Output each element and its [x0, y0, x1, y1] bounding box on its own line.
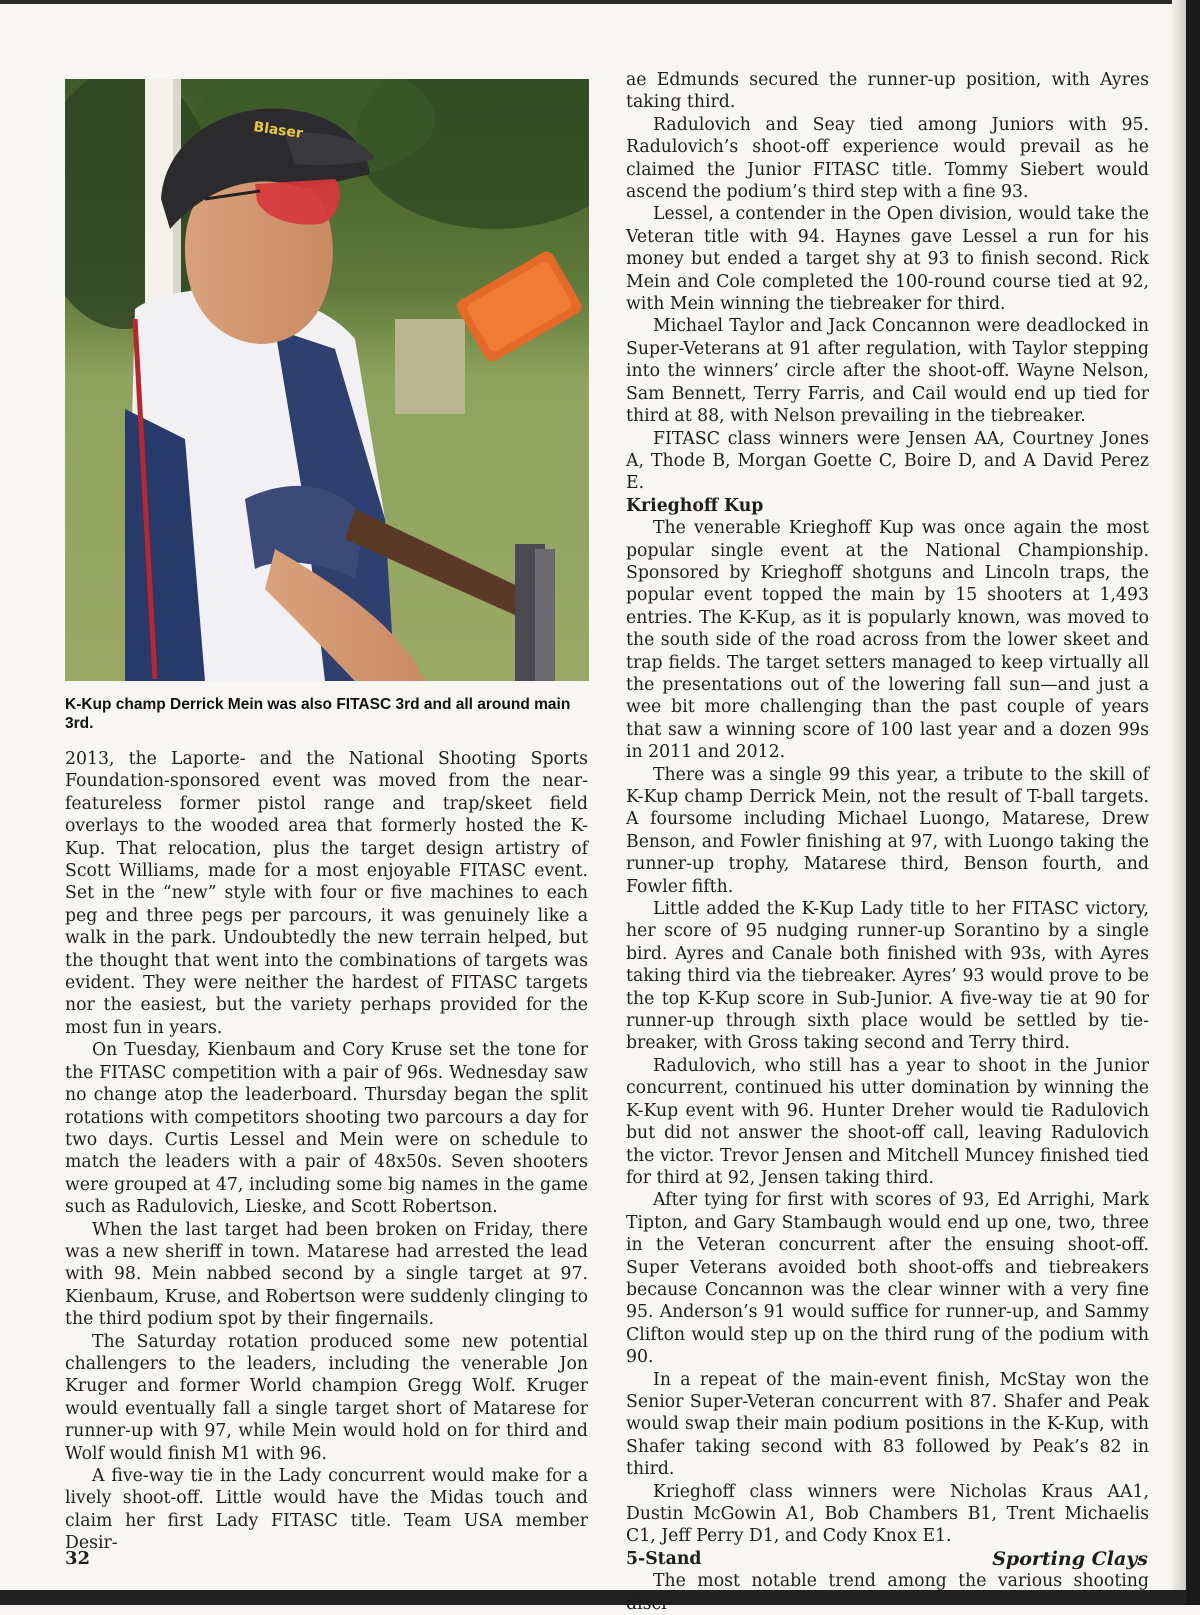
- body-paragraph: Radulovich, who still has a year to shoot in the Junior concurrent, continued his utter domination by winning the K-Kup event with 96. Hunter Dreher would tie Radulovich but did not answer the shoot-off call, leaving Radulovich the victor. Trevor Jensen and Mitchell Muncey finished tied for third at 92, Jensen taking third.: [626, 1055, 1149, 1188]
- body-paragraph: When the last target had been broken on Friday, there was a new sheriff in town. Matarese had arrested the lead with 98. Mein nabbed second by a single target at 97. Kienbaum, Kruse, and Robertson were suddenly clinging to the third podium spot by their fingernails.: [65, 1219, 588, 1330]
- cap-logo-text: Blaser: [252, 119, 304, 142]
- section-heading: 5-Stand: [626, 1548, 702, 1569]
- body-paragraph: There was a single 99 this year, a tribute to the skill of K-Kup champ Derrick Mein, not the result of T-ball targets. A foursome including Michael Luongo, Matarese, Drew Benson, and Fowler finishing at 97, with Luongo taking the runner-up trophy, Matarese third, Benson fourth, and Fowler fifth.: [626, 764, 1149, 897]
- scan-edge-top: [0, 0, 1200, 4]
- page-number: 32: [65, 1548, 91, 1569]
- body-paragraph: FITASC class winners were Jensen AA, Courtney Jones A, Thode B, Morgan Goette C, Boire D, and A David Perez E.: [626, 428, 1149, 494]
- article-column-left: [65, 748, 588, 1555]
- body-paragraph: A five-way tie in the Lady concurrent would make for a lively shoot-off. Little would have the Midas touch and claim her first Lady FITASC title. Team USA member Desir-: [65, 1466, 588, 1554]
- section-heading: Krieghoff Kup: [626, 495, 764, 516]
- article-column-right: [626, 69, 1149, 1615]
- body-paragraph: The most notable trend among the various shooting disci-: [626, 1571, 1149, 1614]
- body-paragraph: The venerable Krieghoff Kup was once again the most popular single event at the National Championship. Sponsored by Krieghoff shotguns and Lincoln traps, the popular event topped the main by 15 shooters at 1,493 entries. The K-Kup, as it is popularly known, was moved to the south side of the road across from the lower skeet and trap fields. The target setters managed to keep virtually all the presentations out of the lowering fall sun—and just a wee bit more challenging than the past couple of years that saw a winning score of 100 last year and a dozen 99s in 2011 and 2012.: [626, 518, 1149, 763]
- article-photo: [65, 79, 589, 681]
- body-paragraph: Michael Taylor and Jack Concannon were deadlocked in Super-Veterans at 91 after regulation, with Taylor stepping into the winners’ circle after the shoot-off. Wayne Nelson, Sam Bennett, Terry Farris, and Cail would end up tied for third at 88, with Nelson prevailing in the tiebreaker.: [626, 316, 1149, 427]
- body-paragraph: 2013, the Laporte- and the National Shooting Sports Foundation-sponsored event was moved from the near-featureless former pistol range and trap/skeet field overlays to the wooded area that formerly hosted the K-Kup. That relocation, plus the target design artistry of Scott Williams, made for a most enjoyable FITASC event. Set in the “new” style with four or five machines to each peg and three pegs per parcours, it was genuinely like a walk in the park. Undoubtedly the new terrain helped, but the thought that went into the combinations of targets was evident. They were neither the hardest of FITASC targets nor the easiest, but the variety perhaps provided for the most fun in years.: [65, 749, 588, 1038]
- body-paragraph: Radulovich and Seay tied among Juniors with 95. Radulovich’s shoot-off experience would prevail as he claimed the Junior FITASC title. Tommy Siebert would ascend the podium’s third step with a fine 93.: [626, 114, 1149, 203]
- magazine-title: Sporting Clays: [992, 1548, 1148, 1570]
- body-paragraph: The Saturday rotation produced some new potential challengers to the leaders, including the venerable Jon Kruger and former World champion Gregg Wolf. Kruger would eventually fall a single target short of Matarese for runner-up with 97, while Mein would hold on for third and Wolf would finish M1 with 96.: [65, 1331, 588, 1464]
- body-paragraph: Little added the K-Kup Lady title to her FITASC victory, her score of 95 nudging runner-up Sorantino by a single bird. Ayres and Canale both finished with 93s, with Ayres taking third via the tiebreaker. Ayres’ 93 would prove to be the top K-Kup score in Sub-Junior. A five-way tie at 90 for runner-up through sixth place would be settled by tie-breaker, with Gross taking second and Terry third.: [626, 899, 1149, 1054]
- scan-edge-right: [1186, 0, 1200, 1605]
- body-paragraph: Krieghoff class winners were Nicholas Kraus AA1, Dustin McGowin A1, Bob Chambers B1, Trent Michaelis C1, Jeff Perry D1, and Cody Knox E1.: [626, 1481, 1149, 1547]
- body-paragraph: After tying for first with scores of 93, Ed Arrighi, Mark Tipton, and Gary Stambaugh would end up one, two, three in the Veteran concurrent after the ensuing shoot-off. Super Veterans avoided both shoot-offs and tiebreakers because Concannon was the clear winner with a very fine 95. Anderson’s 91 would suffice for runner-up, and Sammy Clifton would step up on the third rung of the podium with 90.: [626, 1190, 1149, 1368]
- photo-caption: K-Kup champ Derrick Mein was also FITASC 3rd and all around main 3rd.: [65, 696, 571, 732]
- body-paragraph: ae Edmunds secured the runner-up position, with Ayres taking third.: [626, 70, 1149, 113]
- photo-image: [65, 79, 589, 681]
- body-paragraph: On Tuesday, Kienbaum and Cory Kruse set the tone for the FITASC competition with a pair of 96s. Wednesday saw no change atop the leaderboard. Thursday began the split rotations with competitors shooting two parcours a day for two days. Curtis Lessel and Mein were on schedule to match the leaders with a pair of 48x50s. Seven shooters were grouped at 47, including some big names in the game such as Radulovich, Lieske, and Scott Robertson.: [65, 1040, 588, 1218]
- body-paragraph: Lessel, a contender in the Open division, would take the Veteran title with 94. Haynes gave Lessel a run for his money but ended a target shy at 93 to finish second. Rick Mein and Cole completed the 100-round course tied at 92, with Mein winning the tiebreaker for third.: [626, 204, 1149, 315]
- body-paragraph: In a repeat of the main-event finish, McStay won the Senior Super-Veteran concurrent with 87. Shafer and Peak would swap their main podium positions in the K-Kup, with Shafer taking second with 83 followed by Peak’s 82 in third.: [626, 1369, 1149, 1480]
- page-gutter-shadow: [1172, 0, 1186, 1605]
